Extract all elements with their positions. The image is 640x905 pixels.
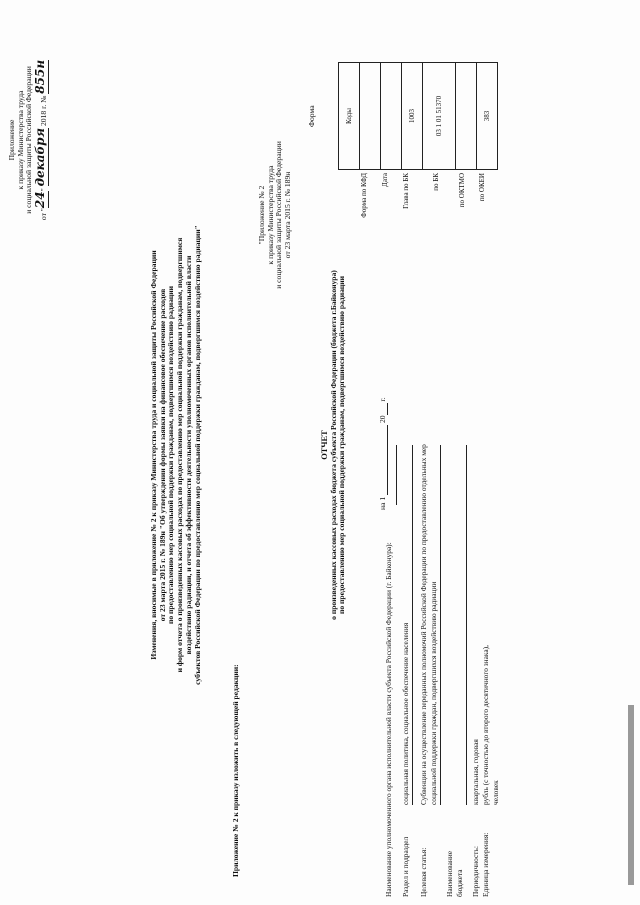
- unit-label: Единица измерения:: [481, 832, 490, 897]
- unit-value-2: человек: [491, 780, 500, 805]
- code-date: [381, 63, 402, 170]
- codes-header: Коды: [339, 63, 360, 170]
- unit-value-1: рубль (с точностью до второго десятичного знака),: [481, 645, 490, 805]
- date-mid: ": [39, 188, 49, 192]
- period-label: Периодичность:: [471, 846, 480, 897]
- instruction-text: Приложение № 2 к приказу изложить в следующей редакции:: [231, 664, 240, 877]
- budget-label-2: бюджета: [455, 869, 464, 897]
- section-label: Раздел и подраздел: [401, 836, 410, 897]
- code-label-chapter: Глава по БК: [402, 173, 410, 209]
- date-month: декабря: [33, 127, 48, 187]
- code-bk: 03 1 01 51370: [423, 63, 456, 170]
- changes-line-2: от 23 марта 2015 г. № 189н "Об утверждении формы заявки на финансовое обеспечение расходов: [157, 288, 167, 622]
- changes-line-1: Изменения, вносимые в приложение № 2 к приказу Министерства труда и социальной защиты Российской Федерации: [149, 250, 158, 660]
- code-chapter: 1003: [402, 63, 423, 170]
- changes-block: [150, 175, 202, 735]
- report-date-line: [378, 397, 388, 510]
- section-value: социальная политика, социальное обеспечение населения: [401, 622, 410, 805]
- code-label-oktmo: по ОКТМО: [458, 173, 466, 208]
- target-value-2: социальной поддержки граждан, подвергшихся воздействию радиации: [429, 581, 438, 805]
- changes-line-6: субъектов Российской Федерации по предоставлению мер социальной поддержки гражданам, подвергшимся воздействию радиации": [192, 225, 202, 685]
- report-subtitle-1: о произведенных кассовых расходах бюджета субъекта Российской Федерации (бюджета г.Байконура): [328, 270, 338, 620]
- appendix2-header: [258, 115, 293, 315]
- appendix-line-2: и социальной защиты Российской Федерации: [24, 66, 34, 214]
- code-oktmo: [456, 63, 477, 170]
- appendix2-line-3: от 23 марта 2015 г. № 189н: [283, 171, 293, 259]
- appendix-line-1: к приказу Министерства труда: [15, 90, 25, 190]
- code-label-form: Форма по КФД: [360, 173, 368, 218]
- target-underline: [440, 445, 441, 805]
- scan-edge-mark: [628, 705, 634, 885]
- date-number: 855н: [33, 59, 48, 94]
- org-underline: [396, 445, 397, 505]
- budget-label-1: Наименование: [445, 850, 454, 897]
- date-day: 24: [33, 191, 48, 209]
- budget-underline: [466, 445, 467, 805]
- org-label: Наименование уполномоченного органа исполнительной власти субъекта Российской Федерации (г. Байконура):: [384, 542, 393, 897]
- form-label: Форма: [307, 105, 316, 127]
- period-value: квартальная, годовая: [471, 739, 480, 805]
- code-okei: 383: [477, 63, 498, 170]
- appendix2-title: "Приложение № 2: [257, 185, 266, 245]
- appendix-date-line: [34, 25, 49, 255]
- code-label-bk: по БК: [432, 173, 440, 191]
- on-suffix: г.: [378, 397, 387, 402]
- report-title-block: [320, 245, 347, 645]
- codes-table: [338, 62, 498, 170]
- report-title: ОТЧЕТ: [320, 430, 329, 460]
- changes-line-5: воздействию радиации, и отчета об эффективности деятельности уполномоченных органов исполнительной власти: [183, 255, 193, 655]
- on-prefix: на 1: [378, 496, 387, 510]
- on-blank-year: [378, 403, 388, 415]
- appendix-title: Приложение: [7, 119, 16, 161]
- on-mid: 20: [378, 415, 387, 424]
- code-form: [360, 63, 381, 170]
- appendix2-line-1: к приказу Министерства труда: [265, 165, 275, 265]
- section-underline: [412, 445, 413, 805]
- changes-line-4: и форм отчета о произведенных кассовых расходах по предоставлению мер социальной поддержки гражданам, подвергшимся: [175, 237, 185, 673]
- date-prefix: от ": [39, 208, 49, 221]
- date-year: 2018 г.: [39, 104, 49, 126]
- report-subtitle-2: по предоставлению мер социальной поддержки гражданам, подвергшимся воздействию радиации: [337, 275, 347, 615]
- changes-line-3: по предоставлению мер социальной поддержки гражданам, подвергшимся воздействию радиации: [166, 285, 176, 625]
- code-label-okei: по ОКЕИ: [478, 173, 486, 202]
- target-label: Целевая статья:: [419, 847, 428, 897]
- date-no: №: [39, 95, 49, 103]
- code-label-date: Дата: [381, 173, 389, 187]
- appendix-header: [8, 25, 49, 255]
- appendix2-line-2: и социальной защиты Российской Федерации: [274, 141, 284, 289]
- on-blank-day: [378, 425, 388, 495]
- target-value-1: Субвенции на осуществление переданных полномочий Российской Федерации по предоставлению отдельных мер: [419, 444, 428, 805]
